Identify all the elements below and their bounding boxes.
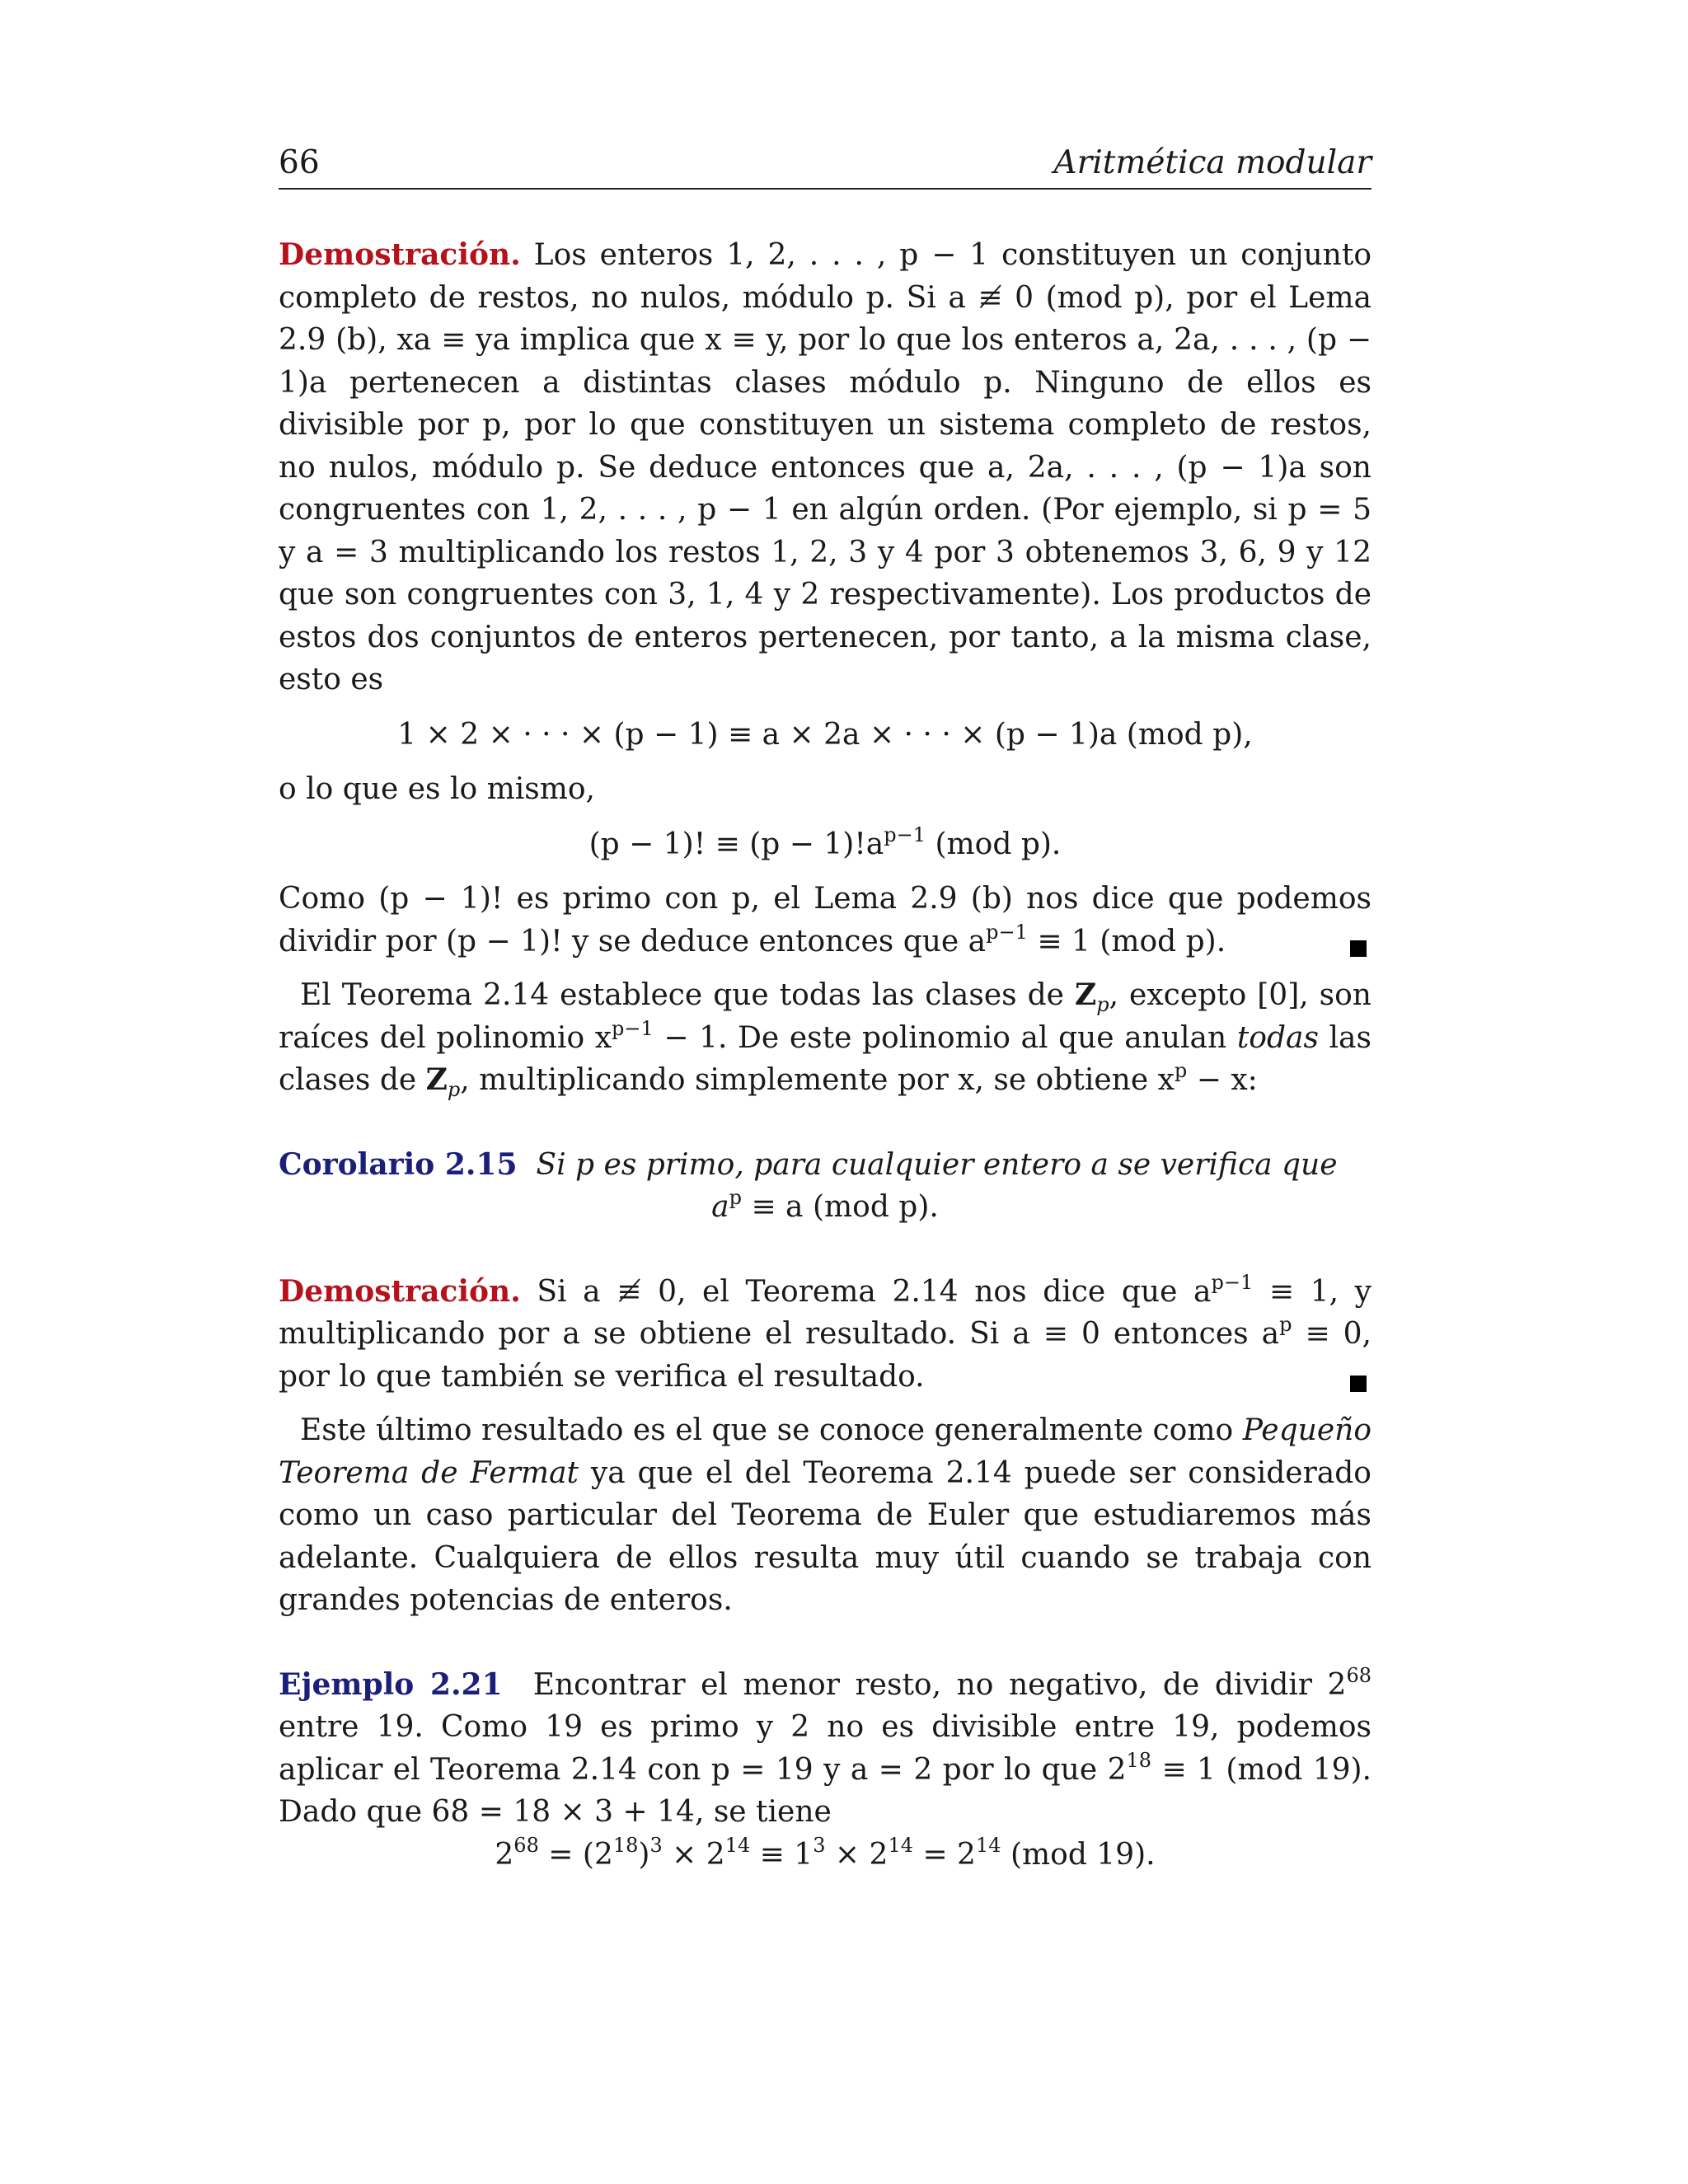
exponent: p	[1174, 1059, 1188, 1082]
exponent: 18	[612, 1833, 639, 1857]
exponent: 3	[649, 1833, 663, 1857]
corollary	[279, 1144, 1372, 1229]
para-text: , multiplicando simplemente por x, se obtiene x	[460, 1063, 1175, 1097]
Z-symbol: Z	[425, 1062, 448, 1097]
para-text: Este último resultado es el que se conoce generalmente como	[300, 1413, 1243, 1447]
running-header	[279, 144, 1372, 190]
eq2-exponent: p−1	[884, 823, 926, 846]
equation-example	[279, 1834, 1372, 1877]
eq-part: ≡ 1	[750, 1837, 814, 1872]
page	[279, 144, 1372, 1876]
exponent: 68	[513, 1833, 539, 1857]
example-text: entre 19. Como 19 es primo y 2 no es divisible entre 19, podemos aplicar el Teorema 2.14 con p = 19 y a = 2 por lo que 2	[279, 1710, 1372, 1787]
eq2-part: (p − 1)! ≡ (p − 1)!a	[588, 827, 884, 861]
exponent: 68	[1346, 1663, 1372, 1687]
paragraph-fermat	[279, 1409, 1372, 1622]
exponent: p−1	[1211, 1270, 1254, 1294]
proof-1-mid: o lo que es lo mismo,	[279, 772, 595, 806]
eq-part: (mod 19).	[1001, 1837, 1156, 1872]
eq-part: ≡ a (mod p).	[742, 1190, 939, 1224]
example-text: ≡ 1 (mod 19). Dado que 68 = 18 × 3 + 14, se tiene	[279, 1752, 1372, 1829]
proof-label: Demostración.	[279, 1273, 521, 1309]
eq-part: × 2	[825, 1837, 889, 1872]
para-text: ya que el del Teorema 2.14 puede ser considerado como un caso particular del Teorema de Euler que estudiaremos más adelante. Cualquiera de ellos resulta muy útil cuando se trabaja con grandes potencias de enteros.	[279, 1455, 1372, 1617]
para-text: El Teorema 2.14 establece que todas las clases de	[300, 978, 1075, 1012]
eq-part: × 2	[662, 1837, 725, 1872]
exponent: 14	[975, 1833, 1001, 1857]
proof-2	[279, 1271, 1372, 1399]
proof-2-text: ≡ 0, por lo que también se verifica el resultado.	[279, 1317, 1372, 1394]
eq2-part: (mod p).	[926, 827, 1062, 861]
page-number: 66	[279, 144, 320, 181]
exponent: 18	[1126, 1748, 1152, 1772]
proof-1-text: Los enteros 1, 2, . . . , p − 1 constituyen un conjunto completo de restos, no nulos, módulo p. Si a ≢ 0 (mod p), por el Lema 2.9 (b), xa ≡ ya implica que x ≡ y, por lo que los enteros a, 2a, . . . , (p − 1)a pertenecen a distintas clases módulo p. Ninguno de ellos es divisible por p, por lo que constituyen un sistema completo de restos, no nulos, módulo p. Se deduce entonces que a, 2a, . . . , (p − 1)a son congruentes con 1, 2, . . . , p − 1 en algún orden. (Por ejemplo, si p = 5 y a = 3 multiplicando los restos 1, 2, 3 y 4 por 3 obtenemos 3, 6, 9 y 12 que son congruentes con 3, 1, 4 y 2 respectivamente). Los productos de estos dos conjuntos de enteros pertenecen, por tanto, a la misma clase, esto es	[279, 238, 1372, 696]
emphasis: todas	[1236, 1020, 1319, 1055]
example-label: Ejemplo 2.21	[279, 1666, 503, 1702]
subscript: p	[1096, 993, 1109, 1017]
corollary-text: Si p es primo, para cualquier entero a se verifica que	[536, 1147, 1338, 1182]
eq-part: = (2	[538, 1837, 613, 1872]
emphasis: Pequeño Teorema de Fermat	[279, 1413, 1372, 1490]
proof-1-end-text: Como (p − 1)! es primo con p, el Lema 2.9 (b) nos dice que podemos dividir por (p − 1)! y se deduce entonces que a	[279, 882, 1372, 958]
example-text: Encontrar el menor resto, no negativo, de dividir 2	[532, 1667, 1347, 1702]
exponent: 3	[813, 1833, 826, 1857]
subscript: p	[447, 1078, 461, 1102]
equation-fermat	[279, 1186, 1372, 1229]
exponent: 14	[888, 1833, 913, 1857]
para-text: las clases de	[279, 1020, 1372, 1097]
paragraph-roots	[279, 974, 1372, 1102]
qed-square-icon	[1350, 940, 1367, 957]
corollary-label: Corolario 2.15	[279, 1146, 518, 1182]
eq-part: = 2	[913, 1837, 976, 1872]
exponent: p−1	[986, 920, 1028, 944]
example	[279, 1664, 1372, 1877]
equation-product: 1 × 2 × · · · × (p − 1) ≡ a × 2a × · · · × (p − 1)a (mod p),	[397, 717, 1253, 752]
proof-label: Demostración.	[279, 237, 521, 272]
equation-factorial	[279, 823, 1372, 866]
eq-part: a	[711, 1190, 729, 1224]
proof-1-end-text: ≡ 1 (mod p).	[1027, 924, 1226, 958]
proof-1-end	[279, 878, 1372, 963]
proof-2-text: ≡ 1, y multiplicando por a se obtiene el resultado. Si a ≡ 0 entonces a	[279, 1274, 1372, 1351]
chapter-title: Aritmética modular	[1053, 144, 1372, 181]
para-text: , excepto [0], son raíces del polinomio x	[279, 978, 1372, 1055]
exponent: 14	[724, 1833, 751, 1857]
qed-square-icon	[1350, 1376, 1367, 1392]
proof-1	[279, 234, 1372, 963]
Z-symbol: Z	[1074, 977, 1097, 1012]
eq-part: 2	[495, 1837, 514, 1872]
para-text: − 1. De este polinomio al que anulan	[653, 1020, 1237, 1055]
proof-2-text: Si a ≢ 0, el Teorema 2.14 nos dice que a	[537, 1274, 1212, 1309]
eq-part: )	[638, 1837, 650, 1872]
exponent: p−1	[612, 1016, 654, 1040]
para-text: − x:	[1187, 1063, 1258, 1097]
exponent: p	[1279, 1313, 1292, 1336]
exponent: p	[729, 1186, 742, 1209]
